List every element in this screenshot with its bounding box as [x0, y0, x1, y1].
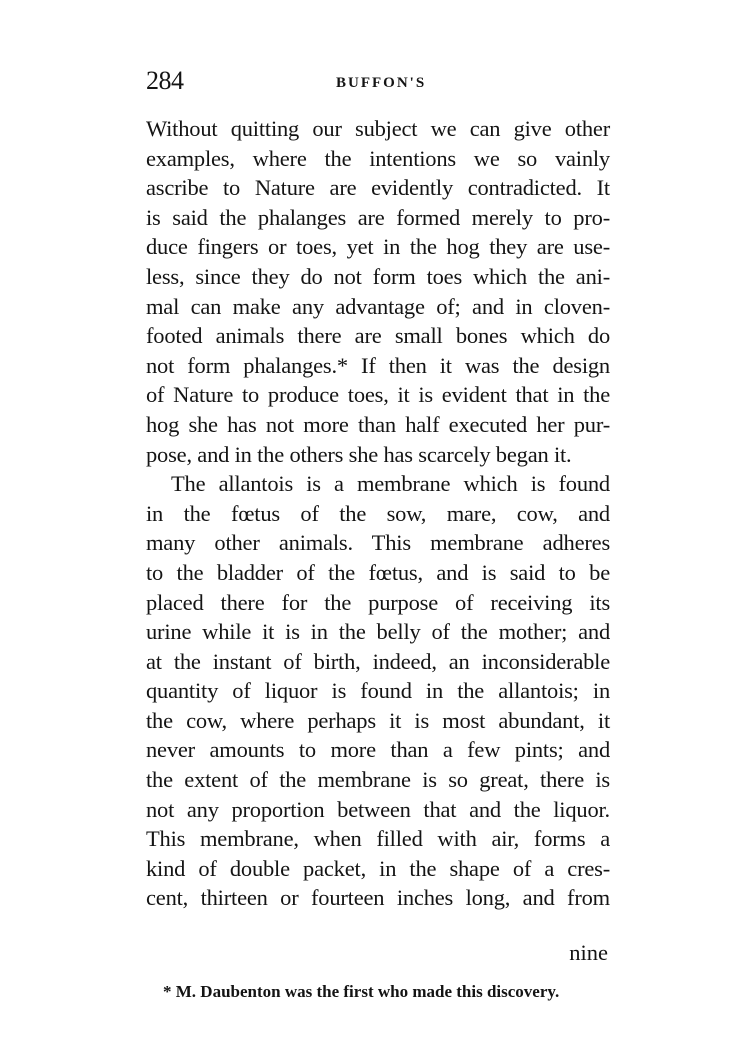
text-line: less, since they do not form toes which the ani-	[146, 263, 610, 289]
text-line: many other animals. This membrane adheres	[146, 530, 610, 556]
text-line: urine while it is in the belly of the mother; and	[146, 619, 610, 645]
running-head	[146, 66, 610, 106]
text-line: to the bladder of the fœtus, and is said to be	[146, 559, 610, 585]
page-number: 284	[146, 66, 184, 95]
body-text	[146, 114, 610, 913]
footnote: * M. Daubenton was the first who made this discovery.	[163, 982, 560, 1001]
text-line: the extent of the membrane is so great, there is	[146, 767, 610, 793]
paragraph	[146, 469, 610, 913]
text-line: not any proportion between that and the liquor.	[146, 796, 610, 822]
text-line: at the instant of birth, indeed, an inconsiderable	[146, 648, 610, 674]
text-line: never amounts to more than a few pints; and	[146, 737, 610, 763]
text-line: placed there for the purpose of receiving its	[146, 589, 610, 615]
text-line: cent, thirteen or fourteen inches long, and from	[146, 885, 610, 911]
text-line: kind of double packet, in the shape of a cres-	[146, 855, 610, 881]
text-line: duce fingers or toes, yet in the hog they are use-	[146, 234, 610, 260]
text-line: is said the phalanges are formed merely to pro-	[146, 204, 610, 230]
text-line: pose, and in the others she has scarcely began it.	[146, 441, 572, 467]
text-line: quantity of liquor is found in the allantois; in	[146, 678, 610, 704]
text-line: in the fœtus of the sow, mare, cow, and	[146, 500, 610, 526]
text-line: examples, where the intentions we so vainly	[146, 145, 610, 171]
text-line: hog she has not more than half executed her pur-	[146, 411, 610, 437]
text-line: footed animals there are small bones which do	[146, 323, 610, 349]
text-line: mal can make any advantage of; and in cloven-	[146, 293, 610, 319]
text-line: Without quitting our subject we can give other	[146, 116, 610, 141]
text-line: the cow, where perhaps it is most abundant, it	[146, 707, 610, 733]
text-line: This membrane, when filled with air, forms a	[146, 826, 610, 852]
text-line: not form phalanges.* If then it was the design	[146, 352, 610, 378]
text-line: ascribe to Nature are evidently contradicted. It	[146, 175, 610, 201]
catchword: nine	[569, 940, 608, 965]
running-title: BUFFON'S	[336, 75, 427, 91]
text-line: The allantois is a membrane which is found	[171, 471, 610, 497]
text-line: of Nature to produce toes, it is evident that in the	[146, 382, 610, 408]
paragraph	[146, 114, 610, 469]
